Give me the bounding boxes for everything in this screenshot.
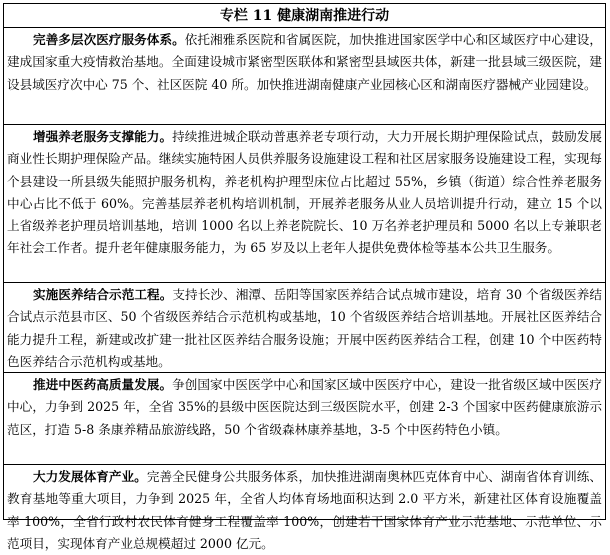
section-sports-industry bbox=[4, 464, 605, 551]
section-lead: 完善多层次医疗服务体系。 bbox=[33, 32, 185, 47]
section-tcm-development bbox=[4, 372, 605, 464]
document-box bbox=[3, 3, 606, 551]
section-lead: 增强养老服务支撑能力。 bbox=[33, 129, 173, 144]
section-body: 争创国家中医医学中心和国家区域中医医疗中心，建设一批省级区域中医医疗中心，力争到 2025 年，全省 35%的县级中医医院达到三级医院水平，创建 2-3 个国家中医药健康旅游示范区，打造 5-8 条康养精品旅游线路，50 个省级森林康养基地，3-5 个中医药特色小镇。 bbox=[7, 377, 603, 437]
section-body: 持续推进城企联动普惠养老专项行动，大力开展长期护理保险试点，鼓励发展商业性长期护理保险产品。继续实施特困人员供养服务设施建设工程和社区居家服务设施建设工程，实现每个县建设一所县级失能照护服务机构，养老机构护理型床位占比超过 55%，乡镇（街道）综合性养老服务中心占比不低于 60%。完善基层养老机构培训机制，开展养老服务从业人员培训提升行动，建立 15 个以上省级养老护理员培训基地，培训 1000 名以上养老院院长、10 万名养老护理员和 5000 名以上专兼职老年社会工作者。提升老年健康服务能力，为 65 岁及以上老年人提供免费体检等基本公共卫生服务。 bbox=[7, 129, 603, 256]
section-lead: 大力发展体育产业。 bbox=[33, 469, 147, 484]
section-elderly-care bbox=[4, 124, 605, 282]
section-body: 完善全民健身公共服务体系，加快推进湖南奥林匹克体育中心、湖南省体育训练、教育基地等重大项目，力争到 2025 年，全省人均体育场地面积达到 2.0 平方米，新建社区体育设施覆盖率 100%，全省行政村农民体育健身工程覆盖率 100%，创建若干国家体育产业示范基地、示范单位、示范项目，实现体育产业总规模超过 2000 亿元。 bbox=[7, 469, 603, 551]
section-body: 依托湘雅系医院和省属医院，加快推进国家医学中心和区域医疗中心建设，建成国家重大疫情救治基地。全面建设城市紧密型医联体和紧密型县域医共体，新建一批县域三级医院，建设县域医疗次中心 75 个、社区医院 40 所。加快推进湖南健康产业园核心区和湖南医疗器械产业园建设。 bbox=[7, 32, 603, 92]
section-medical-elderly-integration bbox=[4, 282, 605, 372]
section-lead: 推进中医药高质量发展。 bbox=[33, 377, 173, 392]
section-lead: 实施医养结合示范工程。 bbox=[33, 287, 173, 302]
section-medical-service bbox=[4, 28, 605, 124]
column-title: 专栏 11 健康湖南推进行动 bbox=[4, 4, 605, 28]
section-body: 支持长沙、湘潭、岳阳等国家医养结合试点城市建设，培育 30 个省级医养结合试点示范县市区、50 个省级医养结合示范机构或基地，10 个省级医养结合培训基地。开展社区医养结合能力提升工程，新建或改扩建一批社区医养结合服务设施；开展中医药医养结合工程，创建 10 个中医药特色医养结合示范机构或基地。 bbox=[7, 287, 602, 369]
